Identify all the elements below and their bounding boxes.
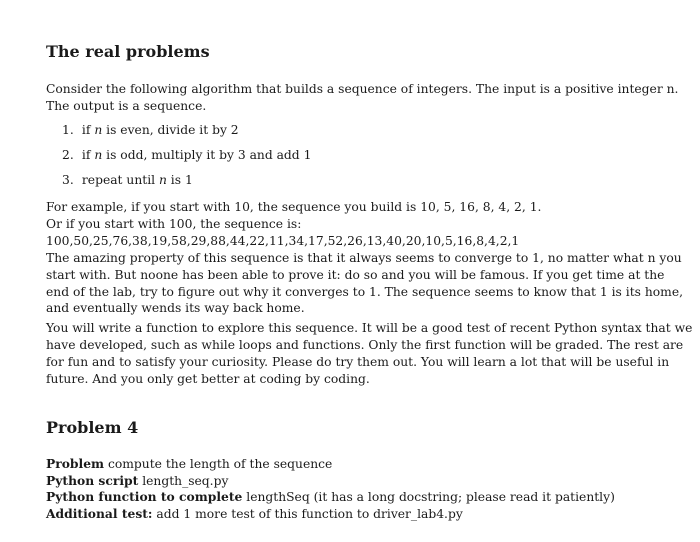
instructions-line: for fun and to satisfy your curiosity. Please do try them out. You will learn a lot that will be useful in [46, 354, 670, 369]
function-label: Python function to complete [46, 489, 243, 504]
step-item [62, 148, 311, 162]
step-variable: n [94, 123, 103, 137]
problem-row [46, 456, 615, 473]
example-line: Or if you start with 100, the sequence is: [46, 216, 302, 231]
intro-line-2: The output is a sequence. [46, 98, 207, 113]
intro-line-1: Consider the following algorithm that builds a sequence of integers. The input is a positive integer n. [46, 82, 679, 96]
example-line: For example, if you start with 10, the sequence you build is 10, 5, 16, 8, 4, 2, 1. [46, 200, 542, 214]
step-item [62, 173, 193, 187]
sequence-values: 100,50,25,76,38,19,58,29,88,44,22,11,34,17,52,26,13,40,20,10,5,16,8,4,2,1 [46, 233, 520, 248]
step-text: is even, divide it by 2 [102, 123, 239, 137]
step-text: if [81, 123, 95, 137]
intro-paragraph [46, 81, 679, 115]
test-row [46, 506, 615, 523]
problem-details [46, 456, 615, 522]
step-text: is odd, multiply it by 3 and add 1 [102, 148, 312, 162]
step-variable: n [94, 148, 103, 162]
step-text: repeat until [81, 173, 159, 187]
example-line: start with. But noone has been able to prove it: do so and you will be famous. If you get time at the [46, 267, 665, 282]
step-variable: n [158, 173, 167, 187]
function-row [46, 489, 615, 506]
example-line: The amazing property of this sequence is that it always seems to converge to 1, no matter what n you [46, 250, 682, 265]
instructions-line: future. And you only get better at coding by coding. [46, 371, 370, 386]
instructions-line: You will write a function to explore this sequence. It will be a good test of recent Python syntax that we [46, 321, 693, 335]
step-number: 3. [62, 173, 74, 187]
test-label: Additional test: [46, 505, 153, 521]
step-number: 1. [62, 123, 74, 137]
problem-label: Problem [46, 456, 105, 471]
script-row [46, 473, 615, 490]
step-item [62, 123, 239, 137]
step-text: is 1 [166, 173, 193, 187]
section-title: The real problems [46, 42, 210, 61]
script-filename: length_seq.py [142, 473, 229, 488]
function-description: lengthSeq (it has a long docstring; please read it patiently) [246, 490, 615, 504]
problem-heading: Problem 4 [46, 418, 139, 437]
example-line: and eventually wends its way back home. [46, 301, 305, 316]
instructions-paragraph [46, 320, 693, 388]
test-description: add 1 more test of this function to driver_lab4.py [156, 506, 463, 521]
example-line: end of the lab, try to figure out why it converges to 1. The sequence seems to know that 1 is its home, [46, 284, 684, 299]
step-number: 2. [62, 148, 74, 162]
step-text: if [81, 148, 95, 162]
problem-description: compute the length of the sequence [107, 457, 333, 471]
example-paragraph [46, 199, 684, 317]
script-label: Python script [46, 472, 139, 488]
instructions-line: have developed, such as while loops and functions. Only the first function will be graded. The rest are [46, 337, 684, 352]
